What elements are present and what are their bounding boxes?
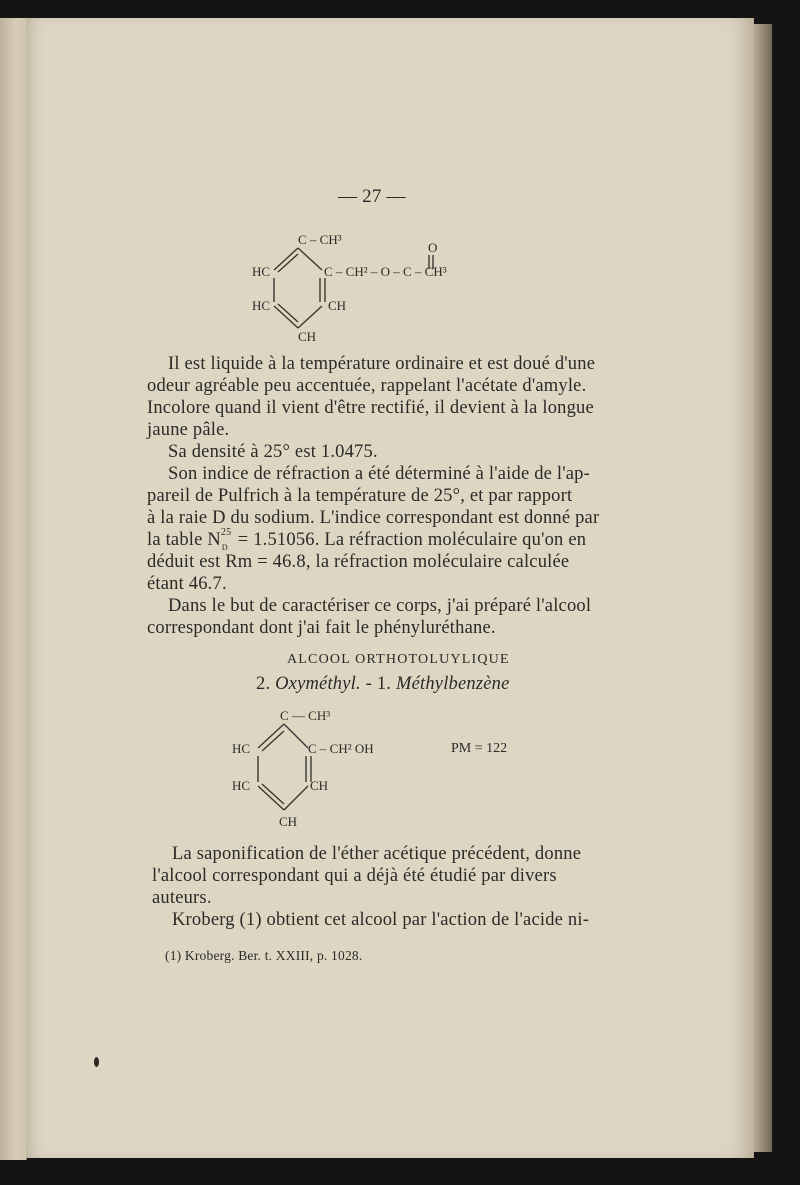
section-title: ALCOOL ORTHOTOLUYLIQUE <box>287 652 510 667</box>
paragraph-1-line-4: jaune pâle. <box>147 420 230 440</box>
paragraph-2-line-4 <box>147 527 587 552</box>
formula2-ch-bottom: CH <box>279 814 298 829</box>
subtitle-number-1: 2. <box>256 674 276 694</box>
paragraph-5-line-1: Kroberg (1) obtient cet alcool par l'action de l'acide ni- <box>172 910 590 930</box>
subtitle-italic-2: Méthylbenzène <box>395 674 510 694</box>
paragraph-1-line-1: Il est liquide à la température ordinaire et est doué d'une <box>168 354 596 374</box>
refractive-index-label: la table N <box>147 530 221 550</box>
section-subtitle <box>256 674 510 695</box>
formula1-hc-2: HC <box>252 298 271 313</box>
formula1-ch-right: CH <box>328 298 347 313</box>
subtitle-italic-1: Oxyméthyl. <box>275 674 361 694</box>
facing-page-edge <box>0 18 27 1160</box>
formula2-ch-right: CH <box>310 778 329 793</box>
page-stack-edge <box>754 24 772 1152</box>
benzene-ring-2 <box>244 720 314 814</box>
formula2-hc-1: HC <box>232 741 251 756</box>
paragraph-2-line-5: déduit est Rm = 46.8, la réfraction moléculaire calculée <box>147 552 570 572</box>
refractive-index-subsup <box>220 527 233 552</box>
footnote: (1) Kroberg. Ber. t. XXIII, p. 1028. <box>165 948 363 963</box>
paragraph-1-line-2: odeur agréable peu accentuée, rappelant l'acétate d'amyle. <box>147 376 587 396</box>
formula2-hc-2: HC <box>232 778 251 793</box>
formula2-chain: C – CH² OH <box>308 741 374 756</box>
subtitle-number-2: - 1. <box>360 674 396 694</box>
density-line: Sa densité à 25° est 1.0475. <box>168 442 378 462</box>
paragraph-4-line-1: La saponification de l'éther acétique précédent, donne <box>172 844 582 864</box>
carbonyl-double-bond <box>425 255 437 271</box>
formula1-top: C – CH³ <box>298 232 342 247</box>
ink-spot <box>94 1057 99 1067</box>
paragraph-3-line-2: correspondant dont j'ai fait le phényluréthane. <box>147 618 496 638</box>
paragraph-2-line-1: Son indice de réfraction a été déterminé à l'aide de l'ap- <box>168 464 590 484</box>
formula1-ch-bottom: CH <box>298 329 317 344</box>
paragraph-2-line-6: étant 46.7. <box>147 574 227 594</box>
refractive-index-value: = 1.51056. La réfraction moléculaire qu'on en <box>232 530 587 550</box>
paragraph-3-line-1: Dans le but de caractériser ce corps, j'ai préparé l'alcool <box>168 596 592 616</box>
paragraph-2-line-3: à la raie D du sodium. L'indice correspondant est donné par <box>147 508 600 528</box>
index-line-d: D <box>221 543 228 552</box>
page-number: — 27 — <box>338 186 406 207</box>
formula1-oxygen: O <box>428 240 438 255</box>
paragraph-4-line-2: l'alcool correspondant qui a déjà été étudié par divers <box>152 866 557 886</box>
paragraph-1-line-3: Incolore quand il vient d'être rectifié, il devient à la longue <box>147 398 594 418</box>
paragraph-4-line-3: auteurs. <box>152 888 212 908</box>
molecular-weight: PM = 122 <box>451 741 508 756</box>
benzene-ring-1 <box>262 244 332 334</box>
formula1-chain: C – CH² – O – C – CH³ <box>324 264 447 279</box>
paragraph-2-line-2: pareil de Pulfrich à la température de 25°, et par rapport <box>147 486 573 506</box>
index-temperature: 25 <box>220 527 232 538</box>
formula1-hc-1: HC <box>252 264 271 279</box>
formula2-top: C — CH³ <box>280 708 331 723</box>
